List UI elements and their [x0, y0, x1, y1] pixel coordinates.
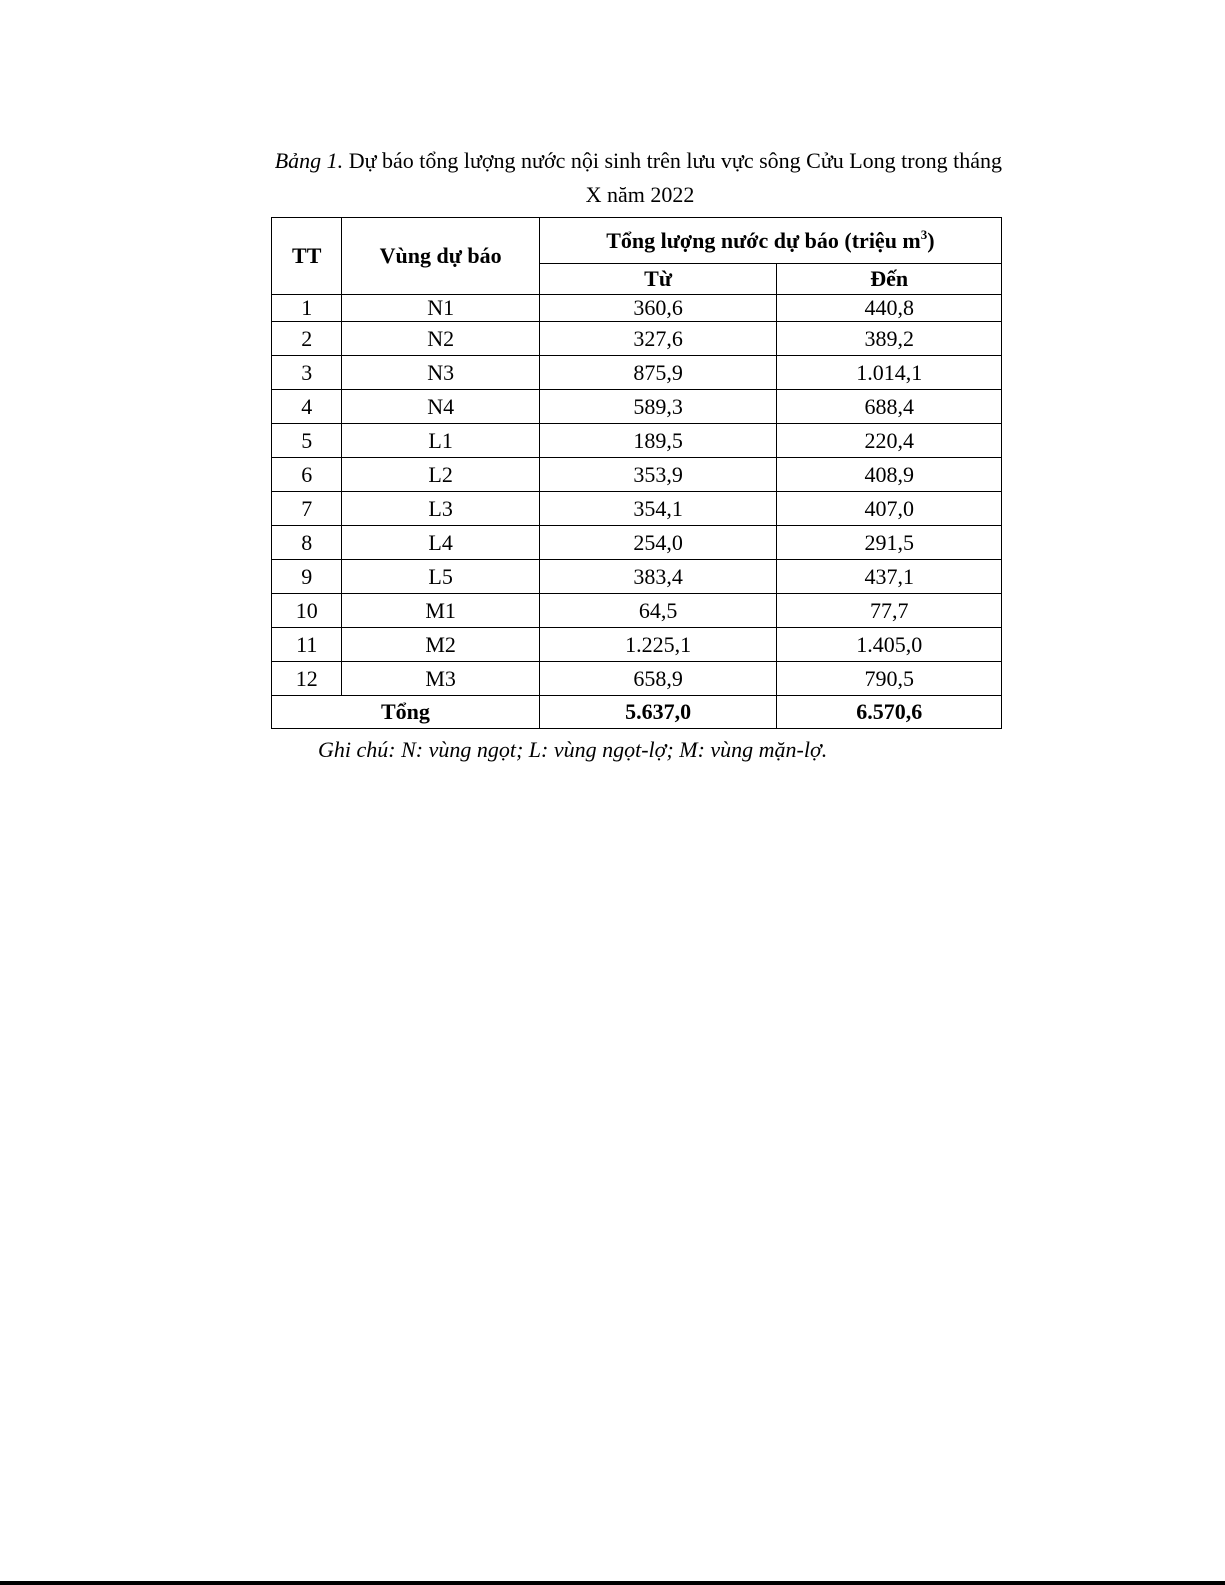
cell-region: L3	[342, 492, 539, 526]
cell-region: N3	[342, 356, 539, 390]
forecast-table	[271, 217, 1002, 729]
cell-tt: 12	[272, 662, 342, 696]
table-row	[272, 628, 1002, 662]
caption-line2: X năm 2022	[585, 182, 695, 207]
header-from: Từ	[539, 264, 777, 295]
header-row	[272, 218, 1002, 264]
cell-tt: 9	[272, 560, 342, 594]
cell-to: 437,1	[777, 560, 1002, 594]
cell-tt: 2	[272, 322, 342, 356]
total-to: 6.570,6	[777, 696, 1002, 729]
cell-from: 189,5	[539, 424, 777, 458]
cell-from: 589,3	[539, 390, 777, 424]
header-group-text: Tổng lượng nước dự báo (triệu m	[606, 227, 921, 253]
cell-to: 1.014,1	[777, 356, 1002, 390]
cell-region: L5	[342, 560, 539, 594]
cell-from: 875,9	[539, 356, 777, 390]
cell-from: 327,6	[539, 322, 777, 356]
cell-from: 353,9	[539, 458, 777, 492]
total-row	[272, 696, 1002, 729]
table-row	[272, 492, 1002, 526]
cell-region: N2	[342, 322, 539, 356]
header-to: Đến	[777, 264, 1002, 295]
cell-region: N1	[342, 295, 539, 322]
cell-region: L1	[342, 424, 539, 458]
table-row	[272, 458, 1002, 492]
table-body	[272, 295, 1002, 696]
header-group	[539, 218, 1001, 264]
header-group-sup: 3	[920, 226, 928, 242]
total-from: 5.637,0	[539, 696, 777, 729]
cell-from: 1.225,1	[539, 628, 777, 662]
table-row	[272, 322, 1002, 356]
cell-to: 790,5	[777, 662, 1002, 696]
table-row	[272, 594, 1002, 628]
cell-region: M3	[342, 662, 539, 696]
cell-tt: 1	[272, 295, 342, 322]
cell-from: 658,9	[539, 662, 777, 696]
header-region: Vùng dự báo	[342, 218, 539, 295]
cell-tt: 3	[272, 356, 342, 390]
table-row	[272, 356, 1002, 390]
cell-region: L2	[342, 458, 539, 492]
cell-to: 220,4	[777, 424, 1002, 458]
cell-to: 688,4	[777, 390, 1002, 424]
table-row	[272, 526, 1002, 560]
bottom-rule	[0, 1581, 1225, 1585]
cell-region: L4	[342, 526, 539, 560]
header-tt: TT	[272, 218, 342, 295]
table-caption	[270, 144, 1002, 212]
cell-to: 1.405,0	[777, 628, 1002, 662]
cell-tt: 4	[272, 390, 342, 424]
cell-region: M1	[342, 594, 539, 628]
table-row	[272, 295, 1002, 322]
cell-from: 354,1	[539, 492, 777, 526]
cell-tt: 6	[272, 458, 342, 492]
table-row	[272, 560, 1002, 594]
cell-from: 383,4	[539, 560, 777, 594]
cell-to: 291,5	[777, 526, 1002, 560]
cell-to: 389,2	[777, 322, 1002, 356]
table-row	[272, 662, 1002, 696]
cell-from: 254,0	[539, 526, 777, 560]
cell-tt: 10	[272, 594, 342, 628]
cell-to: 407,0	[777, 492, 1002, 526]
cell-to: 77,7	[777, 594, 1002, 628]
cell-region: N4	[342, 390, 539, 424]
cell-tt: 5	[272, 424, 342, 458]
header-group-close: )	[927, 227, 935, 253]
caption-text: Dự báo tổng lượng nước nội sinh trên lưu vực sông Cửu Long trong tháng	[343, 148, 1002, 173]
total-label: Tổng	[272, 696, 540, 729]
caption-label: Bảng 1.	[274, 148, 344, 173]
cell-tt: 8	[272, 526, 342, 560]
cell-to: 408,9	[777, 458, 1002, 492]
table-note: Ghi chú: N: vùng ngọt; L: vùng ngọt-lợ; M: vùng mặn-lợ.	[318, 737, 828, 762]
table-row	[272, 390, 1002, 424]
cell-from: 64,5	[539, 594, 777, 628]
cell-region: M2	[342, 628, 539, 662]
cell-from: 360,6	[539, 295, 777, 322]
cell-to: 440,8	[777, 295, 1002, 322]
cell-tt: 11	[272, 628, 342, 662]
table-row	[272, 424, 1002, 458]
cell-tt: 7	[272, 492, 342, 526]
